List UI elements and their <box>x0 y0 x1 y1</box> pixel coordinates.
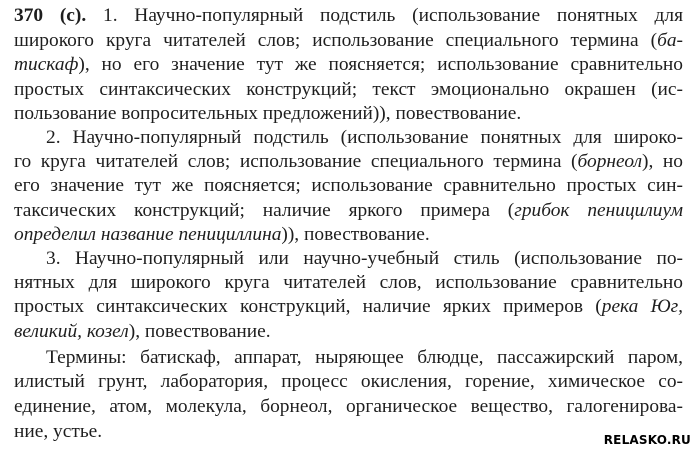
paragraph-3-line <box>46 247 683 271</box>
paragraph-3-line <box>14 320 683 344</box>
text-segment: ), повествование. <box>128 321 271 342</box>
italic-example: ба- <box>657 30 683 51</box>
text-segment: 1. Научно-популярный подстиль (использование понятных для <box>103 5 683 26</box>
text-segment: пользование вопросительных предложений)), повествование. <box>14 103 522 124</box>
paragraph-1-line <box>14 29 683 53</box>
paragraph-3-line <box>14 271 683 295</box>
text-segment: ), но его значение тут же поясняется; использование сравнительно <box>78 54 683 75</box>
paragraph-2-line <box>14 223 683 247</box>
paragraph-2-line <box>14 150 683 174</box>
paragraph-2-line <box>46 126 683 150</box>
text-segment: 3. Научно-популярный или научно-учебный стиль (использование по- <box>46 248 683 269</box>
paragraph-2-line <box>14 199 683 223</box>
paragraph-1-line <box>14 102 683 126</box>
italic-example: определил название пенициллина <box>14 224 282 245</box>
watermark: RELASKO.RU <box>603 433 691 447</box>
text-segment: илистый грунт, лаборатория, процесс окисления, горение, химическое со- <box>14 371 683 392</box>
exercise-number: 370 (с). <box>14 5 103 26</box>
text-segment: )), повествование. <box>281 224 430 245</box>
paragraph-3-line <box>14 295 683 319</box>
text-segment: единение, атом, молекула, борнеол, органическое вещество, галогенирова- <box>14 396 683 417</box>
italic-example: великий, козел <box>14 321 129 342</box>
paragraph-4-line <box>14 370 683 394</box>
italic-example: тискаф <box>14 54 79 75</box>
text-segment: го круга читателей слов; использование специального термина ( <box>14 151 578 172</box>
text-segment: нятных для широкого круга читателей слов, использование сравнительно <box>14 272 683 293</box>
text-segment: 2. Научно-популярный подстиль (использование понятных для широко- <box>46 127 683 148</box>
text-segment: простых синтаксических конструкций, наличие ярких примеров ( <box>14 296 602 317</box>
paragraph-2-line <box>14 174 683 198</box>
italic-example: борнеол <box>577 151 643 172</box>
paragraph-4-line <box>14 420 683 444</box>
text-segment: Термины: батискаф, аппарат, ныряющее блюдце, пассажирский паром, <box>46 347 683 368</box>
text-segment: его значение тут же поясняется; использование сравнительно простых син- <box>14 175 683 196</box>
paragraph-4-line <box>46 346 683 370</box>
text-segment: простых синтаксических конструкций; текст эмоционально окрашен (ис- <box>14 79 683 100</box>
text-segment: ), но <box>642 151 683 172</box>
paragraph-1-line <box>14 4 683 28</box>
paragraph-1-line <box>14 53 683 77</box>
text-segment: таксических конструкций; наличие яркого примера ( <box>14 200 515 221</box>
italic-example: река Юг, <box>601 296 683 317</box>
text-segment: широкого круга читателей слов; использование специального термина ( <box>14 30 658 51</box>
paragraph-4-line <box>14 395 683 419</box>
text-segment: ние, устье. <box>14 421 103 442</box>
italic-example: грибок пеницилиум <box>514 200 683 221</box>
paragraph-1-line <box>14 78 683 102</box>
